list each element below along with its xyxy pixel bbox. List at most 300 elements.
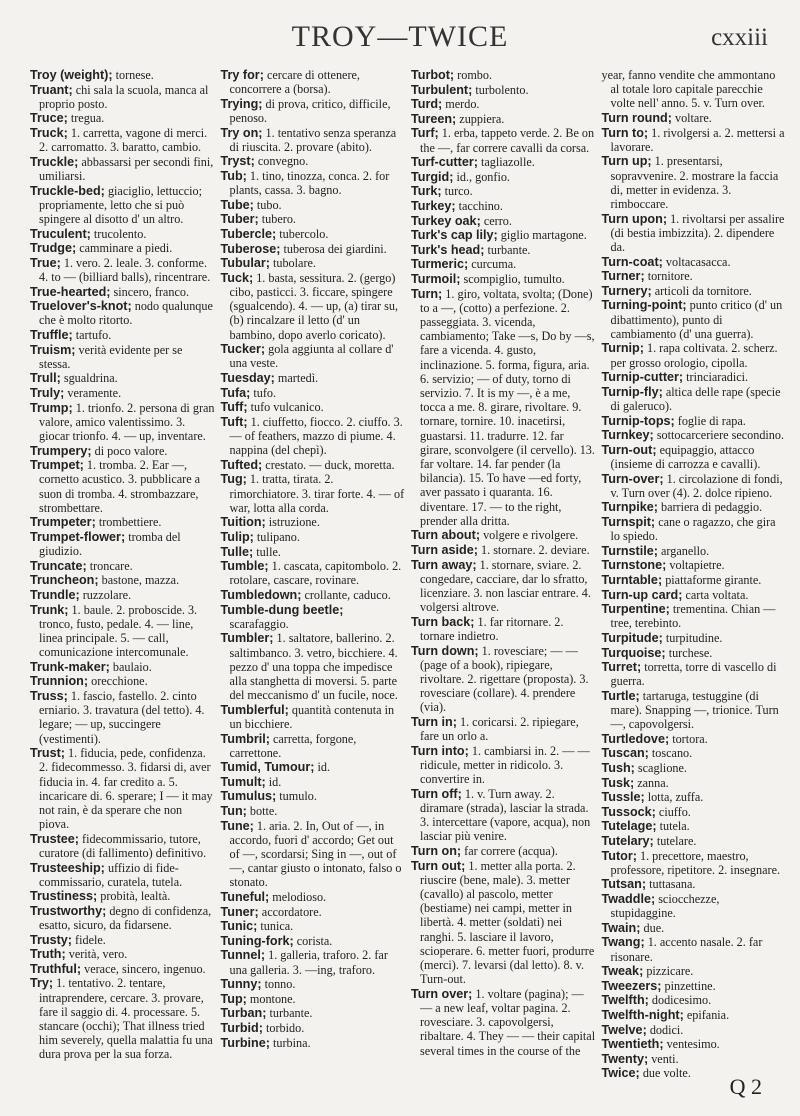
entry-definition: 1. giro, voltata, svolta; (Done) to a —, (cotto) a perfezione. 2. passeggiata. 3. vicenda, cambiamento; Take —s, Do by —s, fare a vicenda. 4. gusto, inclinazione. 5. forma, figura, aria. 6. servizio; — of duty, torno di servizio. 7. It is my —, è a me, tocca a me. 8. girare, rivoltare. 9. tornare, tornire. 10. inacetirsi, guastarsi. 11. tradurre. 12. far girare, sconvolgere (il cervello). 13. far voltare. 14. far pender (la bilancia). 15. To have —ed forty, aver passato i quaranta. 16. diventare. 17. — to the right, prender alla dritta. <box>420 286 595 528</box>
entry-headword: Turnpike; <box>601 500 658 515</box>
entry-definition: 1. carretta, vagone di merci. 2. carromatto. 3. baratto, cambio. <box>39 125 208 155</box>
entry-definition: tortora. <box>669 731 708 746</box>
dictionary-entry <box>221 154 406 168</box>
entry-headword: Trunk; <box>30 602 69 617</box>
dictionary-entry <box>221 977 406 991</box>
dictionary-entry <box>30 947 215 961</box>
entry-definition: di poco valore. <box>91 443 168 458</box>
entry-definition: sciocchezze, stupidaggine. <box>610 892 720 921</box>
dictionary-entry <box>602 255 787 269</box>
entry-headword: Turtledove; <box>601 731 670 746</box>
entry-definition: volgere e rivolgere. <box>480 528 579 543</box>
entry-headword: Turnery; <box>601 283 652 298</box>
entry-definition: 1. erba, tappeto verde. 2. Be on the —, far correre cavalli da corsa. <box>420 126 595 155</box>
entry-definition: 1. rapa coltivata. 2. scherz. per grosso orologio, cipolla. <box>610 341 778 370</box>
entry-headword: Turn out; <box>411 858 466 873</box>
dictionary-entry <box>30 674 215 688</box>
entry-headword: Turn-over; <box>601 471 664 486</box>
dictionary-entry <box>602 646 787 660</box>
entry-definition: troncare. <box>86 558 133 573</box>
entry-headword: Turnip-cutter; <box>601 370 684 385</box>
entry-definition: lotta, zuffa. <box>644 790 704 805</box>
entry-headword: Tufted; <box>220 457 263 472</box>
dictionary-entry <box>221 415 406 458</box>
entry-headword: Turnspit; <box>601 514 656 529</box>
entry-headword: Tup; <box>220 991 247 1006</box>
dictionary-entry <box>602 834 787 848</box>
entry-definition: zuppiera. <box>456 111 505 126</box>
entry-headword: Turnstile; <box>601 543 658 558</box>
entry-headword: Turban; <box>220 1006 267 1021</box>
dictionary-entry <box>602 1023 787 1037</box>
entry-definition: giaciglio, lettuccio; propriamente, letto che si può spingere al disotto d' un altro. <box>39 183 203 226</box>
entry-definition: id. <box>265 774 282 789</box>
entry-headword: Tussle; <box>601 790 645 805</box>
entry-headword: Twenty; <box>601 1051 649 1066</box>
dictionary-entry <box>221 1036 406 1050</box>
dictionary-entry <box>221 212 406 226</box>
dictionary-entry <box>602 515 787 543</box>
dictionary-entry <box>411 97 596 111</box>
entry-headword: Turk's head; <box>411 242 485 257</box>
entry-headword: Tweak; <box>601 964 644 979</box>
dictionary-entry <box>602 558 787 572</box>
entry-definition: tulle. <box>253 544 281 559</box>
entry-definition: uffizio di fide-commissario, curatela, tutela. <box>39 860 183 889</box>
dictionary-entry <box>602 544 787 558</box>
entry-definition: sottocarceriere secondino. <box>653 428 785 443</box>
entry-headword: Turgid; <box>411 169 454 184</box>
dictionary-entry <box>602 573 787 587</box>
dictionary-entry <box>602 269 787 283</box>
entry-definition: toscano. <box>648 746 693 761</box>
entry-definition: cerro. <box>480 213 512 228</box>
dictionary-entry <box>30 371 215 385</box>
dictionary-entry <box>602 993 787 1007</box>
dictionary-entry <box>221 703 406 731</box>
entry-headword: Twentieth; <box>601 1037 664 1052</box>
entry-definition: sincero, franco. <box>110 284 189 299</box>
entry-definition: convegno. <box>254 154 309 169</box>
entry-headword: Turn into; <box>411 743 469 758</box>
entry-headword: Tubular; <box>220 256 270 271</box>
entry-definition: corista. <box>293 933 333 948</box>
entry-headword: Tuck; <box>220 270 254 285</box>
entry-headword: Tuesday; <box>220 370 275 385</box>
entry-definition: voltare. <box>671 111 712 125</box>
dictionary-entry <box>602 212 787 255</box>
entry-definition: tartufo. <box>72 327 112 342</box>
entry-headword: Twelfth-night; <box>601 1008 684 1022</box>
entry-headword: Trustworthy; <box>30 903 107 918</box>
entry-headword: Truffle; <box>30 327 73 342</box>
column-3 <box>411 68 596 1068</box>
entry-definition: baulaio. <box>109 659 152 674</box>
dictionary-entry <box>602 298 787 341</box>
entry-definition: fidecommissario, tutore, curatore (di fallimento) definitivo. <box>39 831 207 860</box>
entry-headword: Turning-point; <box>601 298 687 313</box>
entry-definition: fidele. <box>72 932 106 947</box>
entry-definition: 1. tromba. 2. Ear —, cornetto acustico. 3. pubblicare a suon di tromba. 4. strombazzare, strombettare. <box>39 458 201 515</box>
entry-definition: scarafaggio. <box>229 616 289 631</box>
entry-definition: ventesimo. <box>663 1037 720 1052</box>
entry-headword: Tulle; <box>220 544 254 559</box>
entry-definition: torretta, torre di vascello di guerra. <box>610 660 777 689</box>
dictionary-entry <box>602 746 787 760</box>
dictionary-entry <box>30 299 215 327</box>
dictionary-entry <box>30 458 215 515</box>
entry-definition: 1. precettore, maestro, professore, ripetitore. 2. insegnare. <box>610 848 781 877</box>
entry-headword: Tub; <box>220 168 247 183</box>
entry-definition: tubero. <box>258 212 296 227</box>
entry-definition: degno di confidenza, esatto, sicuro, da fidarsene. <box>39 903 212 933</box>
entry-headword: Troy (weight); <box>30 68 113 82</box>
dictionary-entry <box>221 948 406 976</box>
dictionary-entry <box>602 1008 787 1022</box>
entry-headword: Turpentine; <box>601 602 670 617</box>
entry-headword: Truthful; <box>30 961 82 976</box>
entry-definition: 1. basta, sessitura. 2. (gergo) cibo, pasticci. 3. ficcare, spingere (sgualcendo). 4. — up, (a) tirar su, (b) rincalzare il letto (d' un bambino, dopo averlo coricato). <box>229 270 399 342</box>
entry-headword: True; <box>30 255 61 270</box>
entry-headword: Twice; <box>601 1066 640 1081</box>
entry-headword: Turn over; <box>411 986 473 1001</box>
entry-headword: Tufa; <box>220 385 251 400</box>
entry-definition: sgualdrina. <box>60 371 118 386</box>
entry-headword: Tussock; <box>601 804 656 819</box>
entry-headword: Trust; <box>30 746 65 761</box>
entry-definition: melodioso. <box>269 890 327 905</box>
dictionary-entry <box>411 558 596 615</box>
dictionary-entry <box>411 126 596 154</box>
dictionary-entry <box>411 184 596 198</box>
dictionary-entry <box>30 155 215 183</box>
dictionary-columns <box>30 68 786 1081</box>
entry-headword: Turmoil; <box>411 271 461 286</box>
dictionary-entry <box>30 689 215 746</box>
entry-definition: 1. tratta, tirata. 2. rimorchiatore. 3. tirar forte. 4. — of war, lotta alla corda. <box>229 472 405 515</box>
entry-headword: Truncheon; <box>30 573 99 588</box>
dictionary-entry <box>30 559 215 573</box>
dictionary-entry <box>221 603 406 631</box>
entry-headword: Tuscan; <box>601 746 649 761</box>
dictionary-entry <box>602 370 787 384</box>
dictionary-entry <box>30 904 215 932</box>
entry-headword: Turn-coat; <box>601 254 663 269</box>
entry-headword: Trumpeter; <box>30 515 96 530</box>
dictionary-entry <box>221 256 406 270</box>
dictionary-entry <box>602 776 787 790</box>
entry-definition: tornese. <box>112 68 154 82</box>
entry-definition: epifania. <box>683 1008 730 1022</box>
entry-definition: montone. <box>246 991 296 1006</box>
entry-headword: Trying; <box>220 96 263 111</box>
entry-definition: 1. saltatore, ballerino. 2. saltimbanco. 3. vetro, bicchiere. 4. pezzo d' una toppa che impedisce alla stanghetta di moversi. 5. parte del meccanismo d' un fucile, noce. <box>229 631 398 703</box>
entry-headword: Trump; <box>30 400 73 415</box>
column-1 <box>30 68 215 1068</box>
entry-headword: Truly; <box>30 385 65 400</box>
dictionary-entry <box>221 789 406 803</box>
dictionary-entry <box>411 987 596 1058</box>
entry-definition: 1. fascio, fastello. 2. cinto erniario. 3. travatura (del tetto). 4. legare; — up, succingere (vestimenti). <box>39 688 205 746</box>
entry-definition: 1. trionfo. 2. persona di gran valore, amico valentissimo. 3. giocar trionfo. 4. — up, inventare. <box>39 400 215 443</box>
dictionary-entry <box>30 256 215 284</box>
dictionary-entry <box>411 528 596 542</box>
entry-headword: Turkey oak; <box>411 213 481 228</box>
dictionary-entry <box>221 1006 406 1020</box>
entry-headword: Trusty; <box>30 932 72 947</box>
entry-definition: id., gonfio. <box>453 169 510 184</box>
dictionary-entry <box>221 400 406 414</box>
entry-headword: Tube; <box>220 197 254 212</box>
entry-definition: orecchione. <box>88 674 148 689</box>
dictionary-entry <box>411 543 596 557</box>
dictionary-entry <box>602 602 787 630</box>
dictionary-entry <box>30 832 215 860</box>
entry-headword: Turntable; <box>601 572 663 587</box>
entry-definition: year, fanno vendite che ammontano al totale loro capitale parecchie volte nell' anno. 5. v. Turn over. <box>601 68 776 111</box>
entry-definition: crollante, caduco. <box>301 587 391 602</box>
entry-headword: Tuff; <box>220 400 248 415</box>
entry-headword: Truism; <box>30 342 76 357</box>
entry-definition: nodo qualunque che è molto ritorto. <box>39 299 213 328</box>
entry-headword: Turn up; <box>601 154 652 169</box>
dictionary-entry <box>602 126 787 154</box>
entry-headword: Turret; <box>601 660 642 675</box>
dictionary-entry <box>221 198 406 212</box>
entry-headword: Tumble; <box>220 559 269 574</box>
entry-headword: Tubercle; <box>220 226 277 241</box>
entry-headword: Truth; <box>30 947 66 962</box>
entry-definition: torbido. <box>262 1021 305 1036</box>
dictionary-entry <box>221 775 406 789</box>
dictionary-entry <box>221 515 406 529</box>
entry-definition: tufo vulcanico. <box>247 400 324 415</box>
entry-definition: 1. rovesciare; — — (page of a book), ripiegare, rivoltare. 2. rigettare (proposta). 3. rovesciare (collare). 4. prendere (via). <box>420 643 589 715</box>
entry-headword: Tulip; <box>220 529 254 544</box>
entry-definition: ciuffo. <box>655 804 691 819</box>
entry-headword: Tune; <box>220 818 254 833</box>
entry-headword: Tunic; <box>220 919 258 934</box>
dictionary-entry <box>221 992 406 1006</box>
page-header <box>0 20 800 60</box>
entry-definition: tubolare. <box>269 256 316 271</box>
entry-headword: Turn down; <box>411 643 479 658</box>
entry-headword: Turtle; <box>601 688 640 703</box>
entry-definition: tubo. <box>253 197 282 212</box>
dictionary-entry <box>602 849 787 877</box>
entry-headword: Turn in; <box>411 714 457 729</box>
entry-definition: tacchino. <box>455 198 503 213</box>
entry-headword: Turnstone; <box>601 558 667 573</box>
entry-definition: equipaggio, attacco (insieme di carrozza e cavalli). <box>610 442 761 471</box>
entry-headword: Try for; <box>220 68 264 82</box>
entry-definition: bastone, mazza. <box>98 573 180 588</box>
entry-headword: Tuning-fork; <box>220 933 294 948</box>
entry-headword: Turbine; <box>220 1035 270 1050</box>
entry-headword: Truck; <box>30 125 68 140</box>
dictionary-entry <box>602 414 787 428</box>
dictionary-entry <box>602 819 787 833</box>
dictionary-entry <box>221 458 406 472</box>
entry-headword: Twain; <box>601 920 641 935</box>
dictionary-entry <box>30 933 215 947</box>
dictionary-entry <box>30 83 215 111</box>
entry-definition: cane o ragazzo, che gira lo spiedo. <box>610 514 776 544</box>
entry-headword: Tumbledown; <box>220 587 302 602</box>
dictionary-entry <box>30 588 215 602</box>
entry-headword: Trustee; <box>30 831 79 846</box>
entry-headword: Twelve; <box>601 1022 647 1037</box>
entry-definition: turchese. <box>665 645 713 660</box>
entry-definition: barriera di pedaggio. <box>657 500 763 515</box>
entry-definition: 1. coricarsi. 2. ripiegare, fare un orlo a. <box>420 714 579 744</box>
entry-definition: turbina. <box>269 1035 311 1050</box>
dictionary-entry <box>221 804 406 818</box>
entry-headword: Tutor; <box>601 848 637 863</box>
entry-headword: Turmeric; <box>411 257 469 272</box>
entry-headword: Trumpet; <box>30 458 84 473</box>
dictionary-entry <box>411 844 596 858</box>
dictionary-entry <box>30 603 215 660</box>
entry-definition: scaglione. <box>634 761 687 776</box>
entry-definition: accordatore. <box>258 904 322 919</box>
dictionary-entry <box>602 1037 787 1051</box>
entry-headword: Tucker; <box>220 342 266 357</box>
entry-definition: cercare di ottenere, concorrere a (borsa). <box>229 68 360 97</box>
entry-headword: Trunk-maker; <box>30 659 110 674</box>
entry-headword: Tumblerful; <box>220 702 289 717</box>
entry-headword: Turn aside; <box>411 542 478 557</box>
entry-definition: pinzettine. <box>661 978 716 993</box>
entry-definition: 1. v. Turn away. 2. diramare (strada), lasciar la strada. 3. intercettare (vapore, acqua), non lasciar più venire. <box>420 786 591 844</box>
entry-definition: carretta, forgone, carrettone. <box>229 731 357 760</box>
entry-headword: Tush; <box>601 761 635 776</box>
entry-headword: Truncate; <box>30 558 87 573</box>
dictionary-entry <box>602 284 787 298</box>
dictionary-entry <box>30 343 215 371</box>
entry-headword: Trudge; <box>30 241 77 256</box>
entry-definition: arganello. <box>657 543 710 558</box>
entry-definition: tubercolo. <box>276 226 329 241</box>
dictionary-entry <box>411 744 596 787</box>
entry-definition: 1. ciuffetto, fiocco. 2. ciuffo. 3. — of feathers, mazzo di piume. 4. nappina (del chepì). <box>229 414 403 458</box>
entry-definition: istruzione. <box>265 515 320 530</box>
dictionary-entry <box>221 242 406 256</box>
dictionary-entry <box>221 386 406 400</box>
dictionary-entry <box>30 444 215 458</box>
entry-headword: Truckle-bed; <box>30 183 105 198</box>
dictionary-entry <box>602 588 787 602</box>
dictionary-entry <box>411 68 596 82</box>
entry-headword: Tuft; <box>220 414 248 429</box>
entry-definition: tonno. <box>261 977 296 992</box>
dictionary-entry <box>221 890 406 904</box>
dictionary-entry <box>602 689 787 732</box>
dictionary-entry <box>602 68 787 111</box>
entry-headword: Tunnel; <box>220 948 266 963</box>
entry-headword: Tutelage; <box>601 819 657 834</box>
entry-headword: Tumult; <box>220 774 266 789</box>
entry-definition: 1. vero. 2. leale. 3. conforme. 4. to — (billiard balls), rincentrare. <box>39 255 211 284</box>
entry-definition: trombettiere. <box>95 515 162 530</box>
dictionary-entry <box>411 859 596 987</box>
entry-definition: rombo. <box>454 68 493 82</box>
entry-headword: Turbulent; <box>411 82 473 97</box>
dictionary-entry <box>602 154 787 211</box>
dictionary-entry <box>411 257 596 271</box>
dictionary-entry <box>411 272 596 286</box>
entry-definition: 1. metter alla porta. 2. riuscire (bene, male). 3. metter (cavallo) al pascolo, metter (bestiame) nei campi, metter in libertà. 4. metter (soldati) nei ranghi. 5. lasciare il lavoro, scioperare. 6. metter fuori, produrre (merci). 7. levarsi (dal letto). 8. v. Turn-out. <box>420 858 595 987</box>
dictionary-entry <box>602 111 787 125</box>
dictionary-entry <box>602 341 787 369</box>
entry-definition: 1. presentarsi, sopravvenire. 2. mostrare la faccia di, metter in evidenza. 3. rimboccare. <box>610 154 779 211</box>
entry-definition: turbante. <box>266 1006 313 1021</box>
dictionary-entry <box>30 861 215 889</box>
entry-headword: Turn round; <box>601 111 672 125</box>
entry-headword: Turner; <box>601 269 645 284</box>
dictionary-entry <box>602 428 787 442</box>
entry-headword: Twelfth; <box>601 993 649 1008</box>
dictionary-entry <box>602 500 787 514</box>
entry-headword: Trusteeship; <box>30 860 105 875</box>
dictionary-entry <box>30 660 215 674</box>
dictionary-entry <box>411 644 596 715</box>
entry-headword: Truelover's-knot; <box>30 299 132 314</box>
entry-definition: zanna. <box>634 775 669 790</box>
entry-definition: turpitudine. <box>662 630 723 645</box>
entry-headword: Truss; <box>30 688 68 703</box>
entry-definition: trucolento. <box>90 226 147 241</box>
running-title: TROY—TWICE <box>291 20 509 53</box>
entry-definition: tagliazolle. <box>477 155 535 170</box>
column-4 <box>601 68 787 1081</box>
entry-headword: Turn to; <box>601 125 649 140</box>
dictionary-entry <box>30 573 215 587</box>
dictionary-entry <box>411 243 596 257</box>
dictionary-entry <box>602 385 787 413</box>
entry-definition: turbolento. <box>472 82 529 97</box>
dictionary-entry <box>602 964 787 978</box>
dictionary-entry <box>221 1021 406 1035</box>
entry-definition: turco. <box>441 184 473 199</box>
entry-definition: verace, sincero, ingenuo. <box>81 961 206 976</box>
entry-definition: probità, lealtà. <box>97 889 171 904</box>
entry-definition: tregua. <box>67 111 105 126</box>
entry-headword: Tuner; <box>220 904 259 919</box>
entry-definition: di prova, critico, difficile, penoso. <box>229 96 391 125</box>
entry-headword: Tug; <box>220 472 247 487</box>
entry-headword: Trumpery; <box>30 443 92 458</box>
entry-definition: 1. cascata, capitombolo. 2. rotolare, cascare, rovinare. <box>229 559 402 588</box>
entry-definition: verità evidente per se stessa. <box>39 342 183 371</box>
dictionary-entry <box>602 979 787 993</box>
entry-definition: piattaforme girante. <box>662 572 762 587</box>
dictionary-entry <box>602 1052 787 1066</box>
entry-headword: Twang; <box>601 935 645 950</box>
dictionary-entry <box>30 241 215 255</box>
entry-definition: 1. accento nasale. 2. far risonare. <box>610 935 763 964</box>
entry-definition: 1. galleria, traforo. 2. far una galleria. 3. —ing, traforo. <box>229 948 388 977</box>
entry-definition: 1. aria. 2. In, Out of —, in accordo, fuori d' accordo; Get out of —, scordarsi; Sing in —, out of —, cantar giusto o intonato, falso o stonato. <box>229 818 402 890</box>
entry-headword: Turn away; <box>411 557 477 572</box>
entry-definition: crestato. — duck, moretta. <box>262 457 395 472</box>
dictionary-entry <box>30 184 215 227</box>
entry-definition: due. <box>640 920 665 935</box>
dictionary-entry <box>221 919 406 933</box>
entry-definition: verità, vero. <box>65 947 128 962</box>
dictionary-entry <box>411 155 596 169</box>
entry-definition: veramente. <box>64 385 122 400</box>
